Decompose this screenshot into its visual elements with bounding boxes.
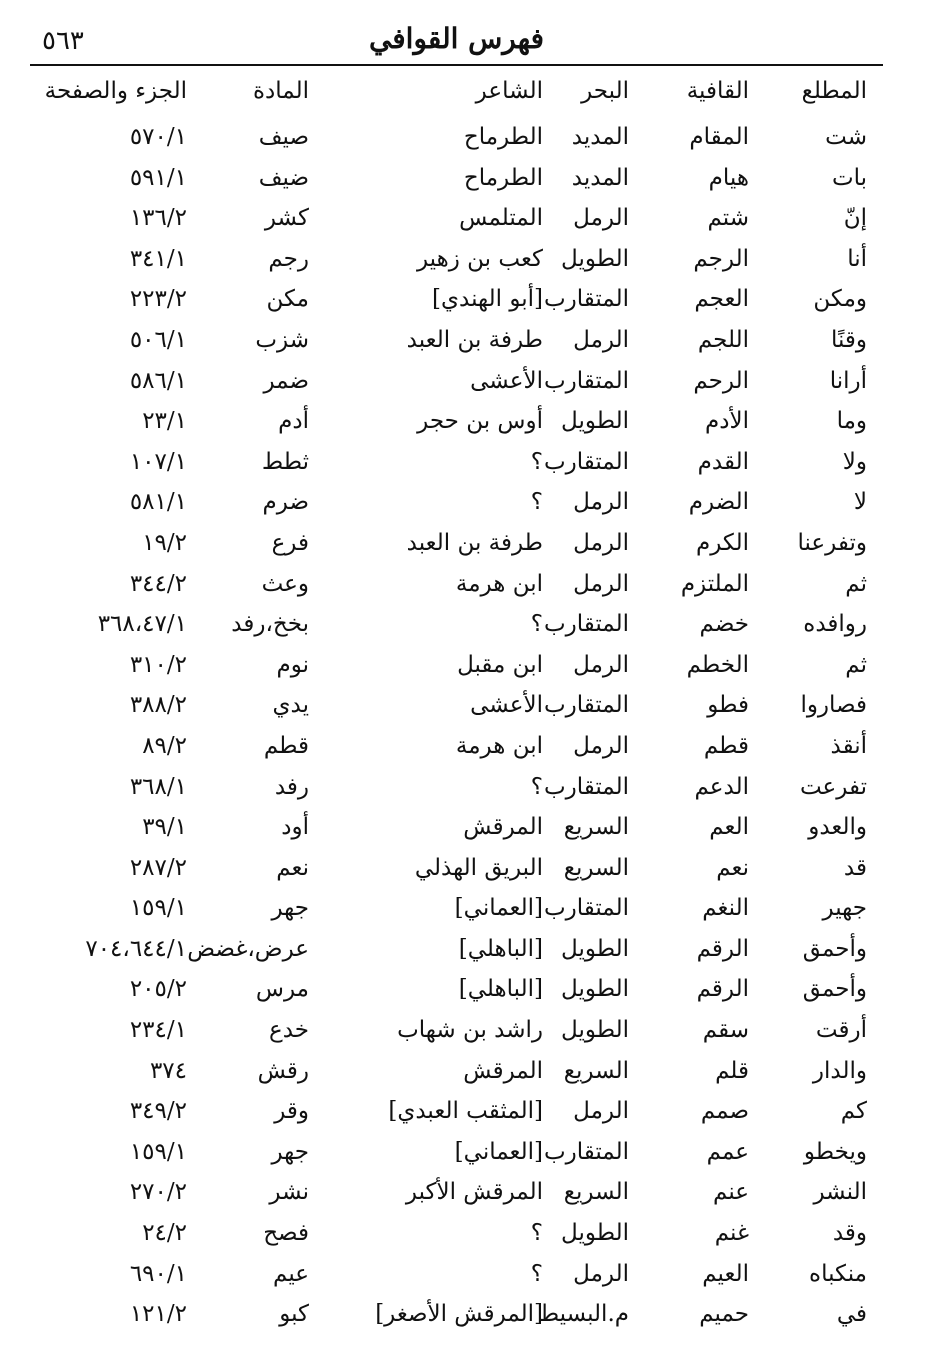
cell-shaer: البريق الهذلي — [414, 854, 543, 881]
column-header-bahr: البحر — [581, 78, 629, 104]
cell-matla: تفرعت — [799, 773, 867, 800]
cell-madda: أود — [281, 814, 309, 841]
cell-matla: ومكن — [813, 286, 867, 313]
cell-bahr: الطويل — [561, 935, 629, 962]
cell-shaer: الأعشى — [470, 692, 543, 719]
cell-matla: ولا — [842, 448, 867, 475]
cell-matla: وتفرعنا — [797, 529, 867, 556]
table-row — [0, 970, 943, 1011]
table-row — [0, 1173, 943, 1214]
cell-page: ٣٦٨،٤٧/١ — [97, 611, 187, 638]
cell-bahr: الرمل — [573, 651, 629, 678]
cell-shaer: المتلمس — [459, 205, 543, 232]
cell-page: ١٥٩/١ — [129, 895, 187, 922]
cell-qafiya: هيام — [708, 164, 749, 191]
column-header-page: الجزء والصفحة — [44, 78, 187, 104]
cell-matla: ثم — [845, 570, 867, 597]
cell-qafiya: الأدم — [705, 408, 749, 435]
cell-shaer: المرقش — [463, 1057, 543, 1084]
cell-page: ١٣٦/٢ — [129, 205, 187, 232]
cell-page: ٣٤٤/٢ — [129, 570, 187, 597]
cell-bahr: المتقارب — [543, 895, 629, 922]
cell-page: ٢٠٥/٢ — [129, 976, 187, 1003]
cell-matla: إنّ — [843, 205, 867, 232]
cell-shaer: ؟ — [530, 489, 543, 516]
cell-qafiya: شتم — [707, 205, 749, 232]
cell-bahr: الرمل — [573, 1098, 629, 1125]
cell-shaer: ؟ — [530, 773, 543, 800]
cell-shaer: الطرماح — [463, 124, 543, 150]
cell-bahr: الرمل — [573, 1260, 629, 1287]
cell-qafiya: الملتزم — [680, 570, 749, 597]
cell-matla: أرقت — [815, 1017, 867, 1044]
cell-madda: نعم — [276, 854, 309, 881]
cell-shaer: [الباهلي] — [458, 935, 543, 962]
cell-page: ٢٧٠/٢ — [129, 1179, 187, 1206]
cell-page: ٢٣/١ — [142, 408, 187, 435]
table-row — [0, 280, 943, 321]
cell-matla: في — [836, 1301, 867, 1328]
cell-bahr: المتقارب — [543, 1138, 629, 1165]
table-row — [0, 199, 943, 240]
cell-shaer: ابن هرمة — [455, 732, 543, 759]
cell-qafiya: عنم — [713, 1179, 749, 1206]
cell-shaer: كعب بن زهير — [416, 245, 543, 272]
cell-bahr: الرمل — [573, 489, 629, 516]
cell-qafiya: غنم — [714, 1220, 749, 1247]
cell-madda: قطم — [263, 732, 309, 759]
cell-bahr: المديد — [571, 164, 629, 191]
table-row — [0, 1133, 943, 1174]
cell-matla: وما — [836, 408, 867, 435]
cell-shaer: طرفة بن العبد — [406, 326, 543, 353]
cell-madda: صيف — [258, 124, 309, 150]
cell-shaer: ؟ — [530, 1260, 543, 1287]
table-row — [0, 443, 943, 484]
cell-qafiya: الرحم — [693, 367, 749, 394]
table-row — [0, 605, 943, 646]
cell-madda: جهر — [271, 895, 309, 922]
cell-qafiya: العجم — [694, 286, 749, 313]
cell-madda: شزب — [255, 326, 309, 353]
cell-madda: خدع — [268, 1017, 309, 1044]
table-row — [0, 1011, 943, 1052]
table-row — [0, 768, 943, 809]
cell-shaer: المرقش الأكبر — [405, 1179, 543, 1206]
cell-qafiya: نعم — [716, 854, 749, 881]
cell-qafiya: العيم — [702, 1260, 749, 1287]
cell-page: ٦٩٠/١ — [129, 1260, 187, 1287]
table-row — [0, 686, 943, 727]
cell-page: ٣٨٨/٢ — [129, 692, 187, 719]
table-row — [0, 240, 943, 281]
cell-bahr: الطويل — [561, 408, 629, 435]
cell-qafiya: الكرم — [695, 529, 749, 556]
table-row — [0, 808, 943, 849]
cell-qafiya: الرقم — [696, 935, 749, 962]
cell-madda: أدم — [278, 408, 309, 435]
cell-bahr: السريع — [563, 814, 629, 841]
column-header-shaer: الشاعر — [475, 78, 543, 104]
cell-madda: ضمر — [263, 367, 309, 394]
cell-shaer: الطرماح — [463, 164, 543, 191]
cell-matla: وأحمق — [802, 935, 867, 962]
cell-matla: أنقذ — [830, 732, 867, 759]
cell-shaer: ؟ — [530, 611, 543, 638]
table-row — [0, 889, 943, 930]
cell-madda: مرس — [255, 976, 309, 1003]
cell-shaer: [العماني] — [454, 1138, 543, 1165]
table-row — [0, 1214, 943, 1255]
cell-madda: ضيف — [258, 164, 309, 191]
cell-madda: كبو — [279, 1301, 309, 1328]
cell-qafiya: الخطم — [686, 651, 749, 678]
cell-bahr: الرمل — [573, 529, 629, 556]
rhyme-index-table — [0, 118, 943, 1336]
cell-madda: ثطط — [261, 448, 309, 475]
cell-madda: كشر — [264, 205, 309, 232]
cell-page: ١٥٩/١ — [129, 1138, 187, 1165]
cell-page: ٢٤/٢ — [142, 1220, 187, 1247]
table-row — [0, 524, 943, 565]
cell-qafiya: فطو — [707, 692, 749, 719]
cell-qafiya: اللجم — [697, 326, 749, 353]
cell-matla: شت — [825, 124, 867, 150]
cell-page: ٣٩/١ — [142, 814, 187, 841]
cell-madda: عيم — [273, 1260, 309, 1287]
cell-page: ٣٤١/١ — [129, 245, 187, 272]
cell-matla: والعدو — [808, 814, 867, 841]
cell-page: ٣٧٤ — [149, 1057, 187, 1084]
cell-shaer: [الباهلي] — [458, 976, 543, 1003]
table-row — [0, 1295, 943, 1336]
cell-matla: والدار — [812, 1057, 867, 1084]
cell-shaer: أوس بن حجر — [417, 408, 543, 435]
cell-madda: يدي — [272, 692, 309, 719]
cell-qafiya: صمم — [700, 1098, 749, 1125]
cell-matla: روافده — [803, 611, 867, 638]
table-row — [0, 1092, 943, 1133]
cell-qafiya: القدم — [697, 448, 749, 475]
cell-page: ٣١٠/٢ — [129, 651, 187, 678]
header-divider — [30, 64, 883, 66]
cell-page: ٥٩١/١ — [129, 164, 187, 191]
cell-bahr: المتقارب — [543, 367, 629, 394]
cell-qafiya: الدعم — [694, 773, 749, 800]
cell-shaer: ؟ — [530, 1220, 543, 1247]
cell-page: ١٢١/٢ — [129, 1301, 187, 1328]
table-row — [0, 402, 943, 443]
table-row — [0, 1255, 943, 1296]
table-row — [0, 727, 943, 768]
cell-madda: فصح — [263, 1220, 309, 1247]
cell-bahr: المتقارب — [543, 692, 629, 719]
table-row — [0, 483, 943, 524]
cell-bahr: م.البسيط — [537, 1301, 629, 1328]
cell-bahr: المديد — [571, 124, 629, 150]
table-row — [0, 1052, 943, 1093]
cell-qafiya: حميم — [699, 1301, 749, 1328]
cell-page: ٥٨١/١ — [129, 489, 187, 516]
cell-shaer: المرقش — [463, 814, 543, 841]
cell-bahr: الرمل — [573, 326, 629, 353]
table-row — [0, 930, 943, 971]
cell-shaer: ابن هرمة — [455, 570, 543, 597]
cell-shaer: راشد بن شهاب — [397, 1017, 543, 1044]
cell-bahr: المتقارب — [543, 773, 629, 800]
page-title: فهرس القوافي — [368, 22, 545, 55]
cell-madda: عرض،غضض — [187, 935, 309, 962]
cell-madda: نوم — [276, 651, 309, 678]
cell-bahr: الطويل — [561, 245, 629, 272]
cell-matla: ويخطو — [803, 1138, 867, 1165]
cell-bahr: المتقارب — [543, 286, 629, 313]
cell-matla: وقد — [832, 1220, 867, 1247]
cell-qafiya: خضم — [699, 611, 749, 638]
cell-madda: بخخ،رفد — [231, 611, 309, 638]
column-header-qafiya: القافية — [686, 78, 749, 104]
cell-page: ١٩/٢ — [142, 529, 187, 556]
cell-bahr: السريع — [563, 1057, 629, 1084]
cell-page: ٥٨٦/١ — [129, 367, 187, 394]
cell-bahr: الطويل — [561, 1220, 629, 1247]
cell-page: ٥٠٦/١ — [129, 326, 187, 353]
table-row — [0, 118, 943, 159]
cell-qafiya: قلم — [715, 1057, 749, 1084]
cell-page: ٣٤٩/٢ — [129, 1098, 187, 1125]
cell-matla: أنا — [847, 245, 867, 272]
cell-bahr: السريع — [563, 854, 629, 881]
table-row — [0, 565, 943, 606]
cell-shaer: [المرقش الأصغر] — [375, 1301, 543, 1328]
cell-qafiya: المقام — [689, 124, 749, 150]
cell-matla: بات — [831, 164, 867, 191]
table-row — [0, 362, 943, 403]
cell-shaer: طرفة بن العبد — [406, 529, 543, 556]
cell-bahr: السريع — [563, 1179, 629, 1206]
cell-shaer: ابن مقبل — [457, 651, 543, 678]
cell-page: ٧٠٤،٦٤٤/١ — [85, 935, 187, 962]
cell-bahr: الرمل — [573, 570, 629, 597]
cell-madda: مكن — [266, 286, 309, 313]
cell-shaer: ؟ — [530, 448, 543, 475]
cell-matla: أرانا — [829, 367, 867, 394]
cell-madda: رفد — [274, 773, 309, 800]
cell-page: ٣٦٨/١ — [129, 773, 187, 800]
cell-qafiya: سقم — [702, 1017, 749, 1044]
cell-matla: جهير — [822, 895, 867, 922]
cell-page: ٢٨٧/٢ — [129, 854, 187, 881]
cell-shaer: [أبو الهندي] — [432, 286, 543, 313]
cell-qafiya: النغم — [702, 895, 749, 922]
cell-qafiya: الضرم — [688, 489, 749, 516]
cell-qafiya: الرقم — [696, 976, 749, 1003]
cell-bahr: الرمل — [573, 205, 629, 232]
cell-madda: وعث — [261, 570, 309, 597]
cell-matla: منكباه — [809, 1260, 867, 1287]
cell-bahr: المتقارب — [543, 448, 629, 475]
cell-matla: فصاروا — [800, 692, 867, 719]
cell-page: ١٠٧/١ — [129, 448, 187, 475]
page-number: ٥٦٣ — [42, 26, 84, 56]
cell-bahr: المتقارب — [543, 611, 629, 638]
cell-matla: كم — [840, 1098, 867, 1125]
table-row — [0, 159, 943, 200]
cell-bahr: الطويل — [561, 1017, 629, 1044]
cell-madda: فرع — [271, 529, 309, 556]
column-header-madda: المادة — [253, 78, 309, 104]
table-row — [0, 646, 943, 687]
cell-matla: لا — [853, 489, 867, 516]
cell-matla: النشر — [813, 1179, 867, 1206]
cell-madda: رجم — [268, 245, 309, 272]
cell-madda: نشر — [269, 1179, 309, 1206]
cell-madda: رقش — [257, 1057, 309, 1084]
cell-bahr: الطويل — [561, 976, 629, 1003]
cell-shaer: الأعشى — [470, 367, 543, 394]
cell-bahr: الرمل — [573, 732, 629, 759]
cell-matla: وقنًا — [830, 326, 867, 353]
column-header-matla: المطلع — [801, 78, 867, 104]
cell-page: ٥٧٠/١ — [129, 124, 187, 150]
cell-qafiya: قطم — [703, 732, 749, 759]
cell-madda: جهر — [271, 1138, 309, 1165]
page-header — [30, 18, 883, 66]
cell-qafiya: العم — [709, 814, 749, 841]
cell-shaer: [المثقب العبدي] — [388, 1098, 543, 1125]
cell-madda: وقر — [274, 1098, 309, 1125]
table-row — [0, 321, 943, 362]
cell-page: ٢٢٣/٢ — [129, 286, 187, 313]
cell-page: ٨٩/٢ — [142, 732, 187, 759]
table-row — [0, 849, 943, 890]
cell-matla: قد — [843, 854, 867, 881]
cell-shaer: [العماني] — [454, 895, 543, 922]
cell-page: ٢٣٤/١ — [129, 1017, 187, 1044]
cell-madda: ضرم — [262, 489, 309, 516]
cell-matla: وأحمق — [802, 976, 867, 1003]
cell-qafiya: الرجم — [693, 245, 749, 272]
cell-matla: ثم — [845, 651, 867, 678]
cell-qafiya: عمم — [706, 1138, 749, 1165]
